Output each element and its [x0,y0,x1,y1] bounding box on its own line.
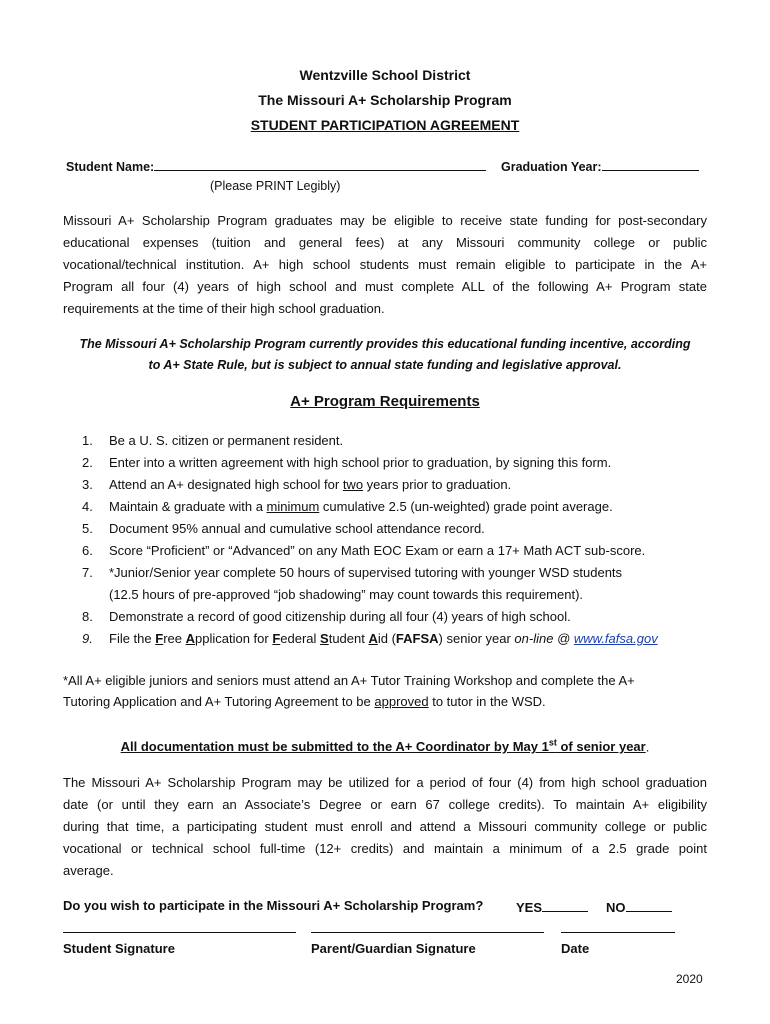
fafsa-letter: A [368,631,378,646]
no-field[interactable] [626,898,672,912]
requirement-item [82,562,658,606]
requirement-number: 7. [82,565,93,580]
requirement-text: Document 95% annual and cumulative school attendance record. [109,521,485,536]
yes-option[interactable] [516,898,588,915]
deadline-text [121,739,646,754]
requirement-text: Attend an A+ designated high school for [109,477,343,492]
intro-line: requirements at the time of their high school graduation. [63,301,385,316]
requirement-emphasis: minimum [266,499,320,514]
form-title [0,117,770,133]
fafsa-text: pplication for [195,631,273,646]
fafsa-letter: F [272,631,281,646]
fafsa-letter: S [320,631,329,646]
requirement-number: 6. [82,543,93,558]
fafsa-acronym: FAFSA [395,631,439,646]
tutor-note-emphasis: approved [374,694,429,709]
tutor-note-line1: *All A+ eligible juniors and seniors must attend an A+ Tutor Training Workshop and complete the A+ [63,673,635,688]
deadline-text-pre: All documentation must be submitted to the A+ Coordinator by May 1 [120,739,549,755]
requirement-number: 1. [82,433,93,448]
graduation-year-row [501,157,699,174]
requirement-item [82,518,658,540]
requirement-item [82,430,658,452]
fafsa-link[interactable]: www.fafsa.gov [573,631,658,646]
deadline-text-post: of senior year [556,739,646,755]
requirement-text: Score “Proficient” or “Advanced” on any Math EOC Exam or earn a 17+ Math ACT sub-score. [109,543,646,558]
requirement-number: 9. [82,631,93,646]
graduation-year-label: Graduation Year: [501,160,602,174]
fafsa-text: File the [109,631,156,646]
requirement-number: 2. [82,455,93,470]
print-note: (Please PRINT Legibly) [210,179,341,193]
no-option[interactable] [606,898,672,915]
requirement-text: Enter into a written agreement with high school prior to graduation, by signing this form. [109,455,612,470]
yes-label: YES [516,900,543,915]
fafsa-text: id ( [377,631,396,646]
parent-signature-line[interactable] [311,932,544,933]
requirement-number: 3. [82,477,93,492]
student-name-field[interactable] [154,157,486,171]
funding-notice-line1: The Missouri A+ Scholarship Program currently provides this educational funding incentive, according [79,337,691,351]
eligibility-line: during that time, a participating student must enroll and attend a Missouri community college or public [63,819,707,834]
tutor-note-text: Tutoring Application and A+ Tutoring Agreement to be [63,694,375,709]
intro-line: vocational/technical institution. A+ high school students must remain eligible to participate in the A+ [63,257,707,272]
eligibility-paragraph [63,772,707,882]
parent-signature-label: Parent/Guardian Signature [311,941,476,956]
fafsa-text: ree [163,631,186,646]
eligibility-line: date (or until they earn an Associate’s Degree or earn 67 college credits). To maintain A+ eligibility [63,797,707,812]
requirement-text: *Junior/Senior year complete 50 hours of supervised tutoring with younger WSD students [109,565,623,580]
fafsa-text: tudent [328,631,369,646]
student-signature-label: Student Signature [63,941,175,956]
fafsa-online-text: on-line @ [514,631,574,646]
date-line[interactable] [561,932,675,933]
student-name-label: Student Name: [66,160,155,174]
eligibility-line: vocational or technical school full-time (12+ credits) and maintain a minimum of a 2.5 grade point [63,841,707,856]
intro-paragraph [63,210,707,320]
requirement-text: Be a U. S. citizen or permanent resident. [109,433,344,448]
fafsa-letter: F [155,631,164,646]
funding-notice-line2: to A+ State Rule, but is subject to annual state funding and legislative approval. [148,358,622,372]
date-label: Date [561,941,590,956]
deadline-period: . [645,739,650,755]
graduation-year-field[interactable] [602,157,699,171]
intro-line: educational expenses (tuition and general fees) at any Missouri community college or public [63,235,707,250]
requirement-item [82,606,658,628]
program-name: The Missouri A+ Scholarship Program [258,92,512,108]
requirements-heading [0,393,770,410]
no-label: NO [606,900,626,915]
requirement-text: cumulative 2.5 (un-weighted) grade point average. [319,499,613,514]
requirement-item [82,540,658,562]
student-name-row [66,157,486,174]
requirements-list [82,430,658,650]
deadline-notice [0,738,770,754]
district-name: Wentzville School District [299,67,471,83]
intro-line: Program all four (4) years of high school and must complete ALL of the following A+ Program state [63,279,707,294]
tutor-note-line2 [63,694,546,709]
requirement-item [82,452,658,474]
student-signature-line[interactable] [63,932,296,933]
fafsa-letter: A [185,631,195,646]
requirement-continuation: (12.5 hours of pre-approved “job shadowing” may count towards this requirement). [109,587,584,602]
requirement-item [82,474,658,496]
tutor-note-text: to tutor in the WSD. [428,694,546,709]
footer-year: 2020 [676,972,703,986]
deadline-superscript: st [548,738,557,748]
eligibility-line: average. [63,863,114,878]
requirement-emphasis: two [342,477,364,492]
requirements-heading-text: A+ Program Requirements [290,393,480,410]
requirement-text: Maintain & graduate with a [109,499,267,514]
fafsa-text: ederal [280,631,321,646]
requirement-item [82,496,658,518]
requirement-text: Demonstrate a record of good citizenship during all four (4) years of high school. [109,609,571,624]
requirement-number: 4. [82,499,93,514]
intro-line: Missouri A+ Scholarship Program graduates may be eligible to receive state funding for post-secondary [63,213,707,228]
eligibility-line: The Missouri A+ Scholarship Program may be utilized for a period of four (4) from high school graduation [63,775,707,790]
form-title-text: STUDENT PARTICIPATION AGREEMENT [250,117,520,133]
requirement-item [82,628,658,650]
requirement-text: years prior to graduation. [363,477,512,492]
requirement-number: 8. [82,609,93,624]
participation-question: Do you wish to participate in the Missouri A+ Scholarship Program? [63,898,484,913]
fafsa-text: ) senior year [438,631,515,646]
yes-field[interactable] [542,898,588,912]
requirement-number: 5. [82,521,93,536]
